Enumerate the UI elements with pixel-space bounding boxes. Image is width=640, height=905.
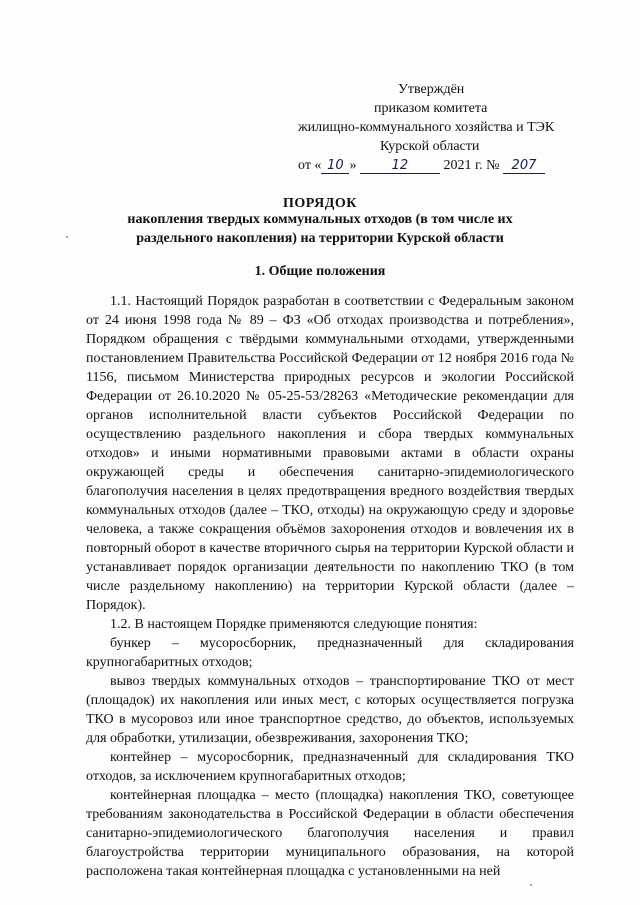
definition-waste-removal: вывоз твердых коммунальных отходов – транспортирование ТКО от мест (площадок) их накопления или иных мест, с которых осуществляется погрузка ТКО в мусоровоз или иное транспортное средство, до объектов, используемых для обработки, утилизации, обезвреживания, захоронения ТКО;	[86, 674, 574, 746]
approval-line-order: приказом комитета	[374, 101, 488, 116]
date-month-handwritten: 12	[360, 159, 440, 174]
date-day-handwritten: 10	[321, 159, 349, 174]
approval-line-committee: жилищно-коммунального хозяйства и ТЭК	[298, 120, 555, 135]
paragraph-1-1: 1.1. Настоящий Порядок разработан в соответствии с Федеральным законом от 24 июня 1998 года № 89 – ФЗ «Об отходах производства и потребления», Порядком обращения с твёрдыми коммунальными отходами, утвержденными постановлением Правительства Российской Федерации от 12 ноября 2016 года № 1156, письмом Министерства природных ресурсов и экологии Российской Федерации от 26.10.2020 № 05-25-53/28263 «Методические рекомендации для органов исполнительной власти субъектов Российской Федерации по осуществлению раздельного накопления и сбора твердых коммунальных отходов» и иными нормативными правовыми актами в области охраны окружающей среды и обеспечения санитарно-эпидемиологического благополучия населения в целях предотвращения вредного воздействия твердых коммунальных отходов (далее – ТКО, отходы) на окружающую среду и здоровье человека, а также сокращения объёмов захоронения отходов и вовлечения их в повторный оборот в качестве вторичного сырья на территории Курской области и устанавливает порядок организации деятельности по накоплению ТКО (в том числе раздельному накоплению) на территории Курской области (далее – Порядок).	[86, 294, 574, 613]
scan-speck	[530, 884, 532, 886]
definition-container: контейнер – мусоросборник, предназначенный для складирования ТКО отходов, за исключением крупногабаритных отходов;	[86, 750, 574, 784]
document-title: ПОРЯДОК	[283, 196, 357, 211]
scan-speck	[66, 236, 68, 238]
date-year: 2021 г. №	[443, 158, 500, 173]
document-body	[86, 292, 574, 881]
doc-number-handwritten: 207	[503, 159, 545, 174]
paragraph-1-2: 1.2. В настоящем Порядке применяются следующие понятия:	[110, 617, 478, 632]
definition-bunker: бункер – мусоросборник, предназначенный для складирования крупногабаритных отходов;	[86, 636, 574, 670]
section-heading-general: 1. Общие положения	[254, 264, 386, 279]
document-subtitle-line2: раздельного накопления) на территории Курской области	[136, 231, 504, 246]
date-mid: »	[349, 158, 357, 173]
date-prefix: от «	[298, 158, 322, 173]
approval-date-line	[298, 156, 598, 175]
definition-container-site: контейнерная площадка – место (площадка) накопления ТКО, советующее требованиям законодательства в Российской Федерации в области обеспечения санитарно-эпидемиологического благополучия населения и правил благоустройства территории муниципального образования, на которой расположена такая контейнерная площадка с установленными на ней	[86, 788, 574, 879]
approval-line-approved: Утверждён	[398, 82, 465, 97]
approval-block	[298, 80, 598, 175]
document-subtitle-line1: накопления твердых коммунальных отходов (в том числе их	[127, 212, 513, 227]
approval-line-region: Курской области	[380, 139, 480, 154]
